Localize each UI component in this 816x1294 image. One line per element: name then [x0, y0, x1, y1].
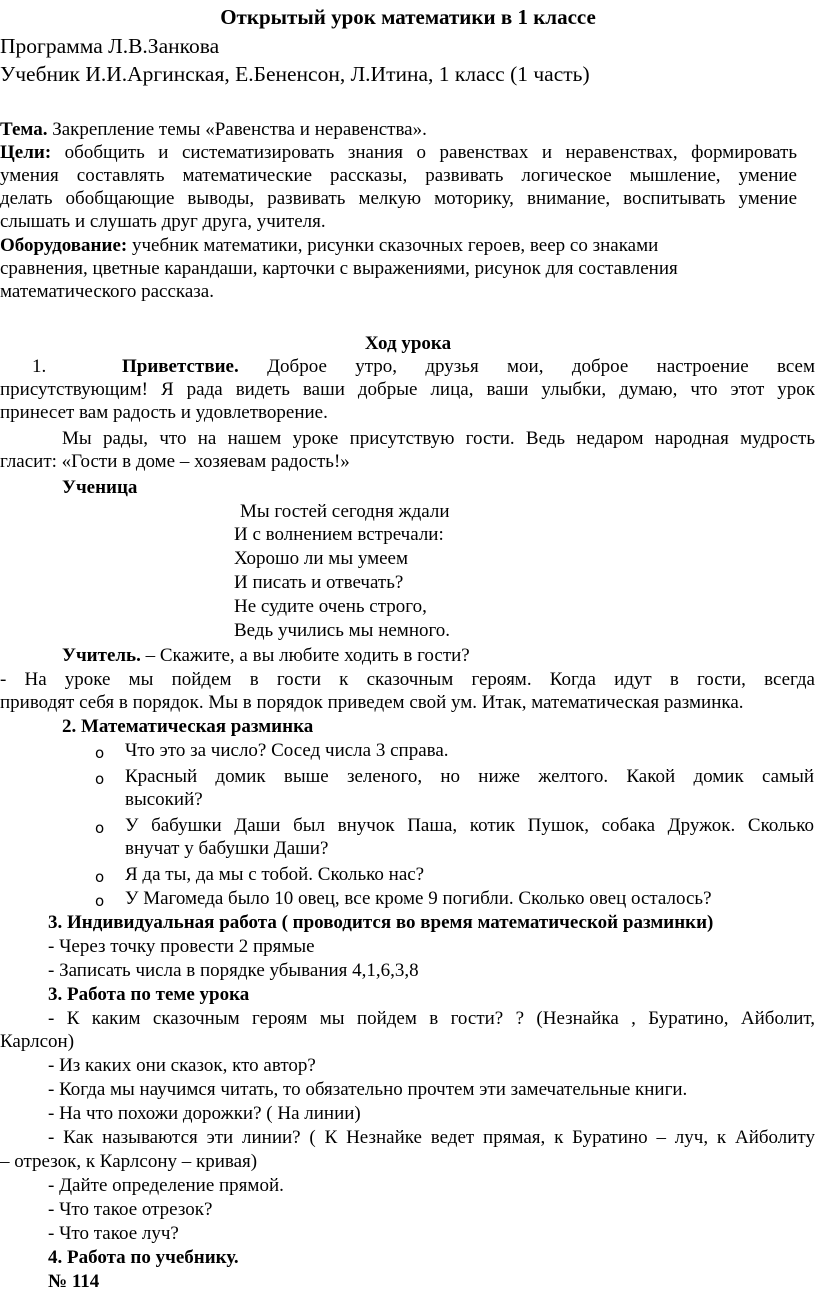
poem-line-3: Хорошо ли мы умеем — [234, 548, 409, 569]
warmup-item-3-cont: внучат у бабушки Даши? — [125, 838, 329, 859]
poem-line-1: Мы гостей сегодня ждали — [240, 501, 450, 522]
topic-work-line-10: - Что такое луч? — [48, 1223, 179, 1244]
equipment-line-1 — [0, 234, 658, 257]
teacher-label: Учитель. — [62, 645, 141, 666]
topic-label: Тема. — [0, 119, 48, 140]
equipment-text: учебник математики, рисунки сказочных героев, веер со знаками — [127, 235, 659, 256]
greeting-line-3: принесет вам радость и удовлетворение. — [0, 402, 328, 423]
warmup-heading: 2. Математическая разминка — [62, 716, 314, 737]
topic-work-line-1: - К каким сказочным героям мы пойдем в гости? ? (Незнайка , Буратино, Айболит, — [48, 1008, 815, 1029]
topic-work-line-4: - Когда мы научимся читать, то обязательно прочтем эти замечательные книги. — [48, 1079, 688, 1100]
topic-work-line-2: Карлсон) — [0, 1031, 75, 1052]
bullet-icon: o — [95, 744, 105, 762]
equipment-label: Оборудование: — [0, 235, 128, 256]
poem-line-6: Ведь учились мы немного. — [234, 620, 451, 641]
greeting-number: 1. — [32, 356, 47, 377]
warmup-item-1: Что это за число? Сосед числа 3 справа. — [125, 740, 449, 761]
topic-work-line-8: - Дайте определение прямой. — [48, 1175, 284, 1196]
warmup-item-5: У Магомеда было 10 овец, все кроме 9 погибли. Сколько овец осталось? — [125, 888, 712, 909]
poem-line-2: И с волнением встречали: — [234, 524, 444, 545]
page-title: Открытый урок математики в 1 классе — [220, 5, 596, 29]
goals-line-4: слышать и слушать друг друга, учителя. — [0, 211, 326, 232]
bullet-icon: o — [95, 892, 105, 910]
greeting-label: Приветствие. — [122, 356, 239, 377]
warmup-item-4: Я да ты, да мы с тобой. Сколько нас? — [125, 864, 425, 885]
individual-line-1: - Через точку провести 2 прямые — [48, 936, 315, 957]
textbook-work-heading: 4. Работа по учебнику. — [48, 1247, 239, 1268]
warmup-item-3: У бабушки Даши был внучок Паша, котик Пушок, собака Дружок. Сколько — [125, 815, 814, 836]
warmup-item-2-cont: высокий? — [125, 789, 203, 810]
topic-work-line-9: - Что такое отрезок? — [48, 1199, 213, 1220]
goals-line-2: умения составлять математические рассказы, развивать логическое мышление, умение — [0, 165, 797, 186]
equipment-line-2: сравнения, цветные карандаши, карточки с выражениями, рисунок для составления — [0, 258, 678, 279]
guests-line-1: Мы рады, что на нашем уроке присутствую гости. Ведь недаром народная мудрость — [62, 428, 815, 449]
topic-work-heading: 3. Работа по теме урока — [48, 984, 250, 1005]
teacher-line-2: - На уроке мы пойдем в гости к сказочным героям. Когда идут в гости, всегда — [0, 669, 815, 690]
topic-text: Закрепление темы «Равенства и неравенства». — [47, 119, 427, 140]
topic-work-line-3: - Из каких они сказок, кто автор? — [48, 1055, 316, 1076]
teacher-line-3: приводят себя в порядок. Мы в порядок приведем свой ум. Итак, математическая разминка. — [0, 692, 744, 713]
individual-line-2: - Записать числа в порядке убывания 4,1,6,3,8 — [48, 960, 419, 981]
equipment-line-3: математического рассказа. — [0, 281, 214, 302]
warmup-item-2: Красный домик выше зеленого, но ниже желтого. Какой домик самый — [125, 766, 814, 787]
topic-work-line-7: – отрезок, к Карлсону – кривая) — [0, 1151, 258, 1172]
program-line: Программа Л.В.Занкова — [0, 34, 220, 58]
teacher-line — [62, 644, 470, 667]
student-label: Ученица — [62, 477, 138, 498]
lesson-heading: Ход урока — [364, 333, 452, 354]
bullet-icon: o — [95, 819, 105, 837]
goals-text: обобщить и систематизировать знания о равенствах и неравенствах, формировать — [51, 142, 797, 163]
individual-heading: 3. Индивидуальная работа ( проводится во время математической разминки) — [48, 912, 714, 933]
guests-line-2: гласит: «Гости в доме – хозяевам радость!» — [0, 451, 350, 472]
poem-line-5: Не судите очень строго, — [234, 596, 427, 617]
teacher-text: – Скажите, а вы любите ходить в гости? — [140, 645, 470, 666]
goals-line-1 — [0, 141, 797, 164]
poem-line-4: И писать и отвечать? — [234, 572, 404, 593]
topic-line — [0, 118, 427, 141]
bullet-icon: o — [95, 770, 105, 788]
greeting-text: Доброе утро, друзья мои, доброе настроение всем — [267, 356, 815, 377]
goals-label: Цели: — [0, 142, 52, 163]
topic-work-line-6: - Как называются эти линии? ( К Незнайке ведет прямая, к Буратино – луч, к Айболиту — [48, 1127, 815, 1148]
greeting-line-1 — [122, 355, 815, 378]
bullet-icon: o — [95, 868, 105, 886]
greeting-line-2: присутствующим! Я рада видеть ваши добрые лица, ваши улыбки, думаю, что этот урок — [0, 379, 815, 400]
topic-work-line-5: - На что похожи дорожки? ( На линии) — [48, 1103, 361, 1124]
exercise-number: № 114 — [48, 1271, 100, 1292]
textbook-line: Учебник И.И.Аргинская, Е.Бененсон, Л.Итина, 1 класс (1 часть) — [0, 62, 590, 86]
goals-line-3: делать обобщающие выводы, развивать мелкую моторику, внимание, воспитывать умение — [0, 188, 797, 209]
